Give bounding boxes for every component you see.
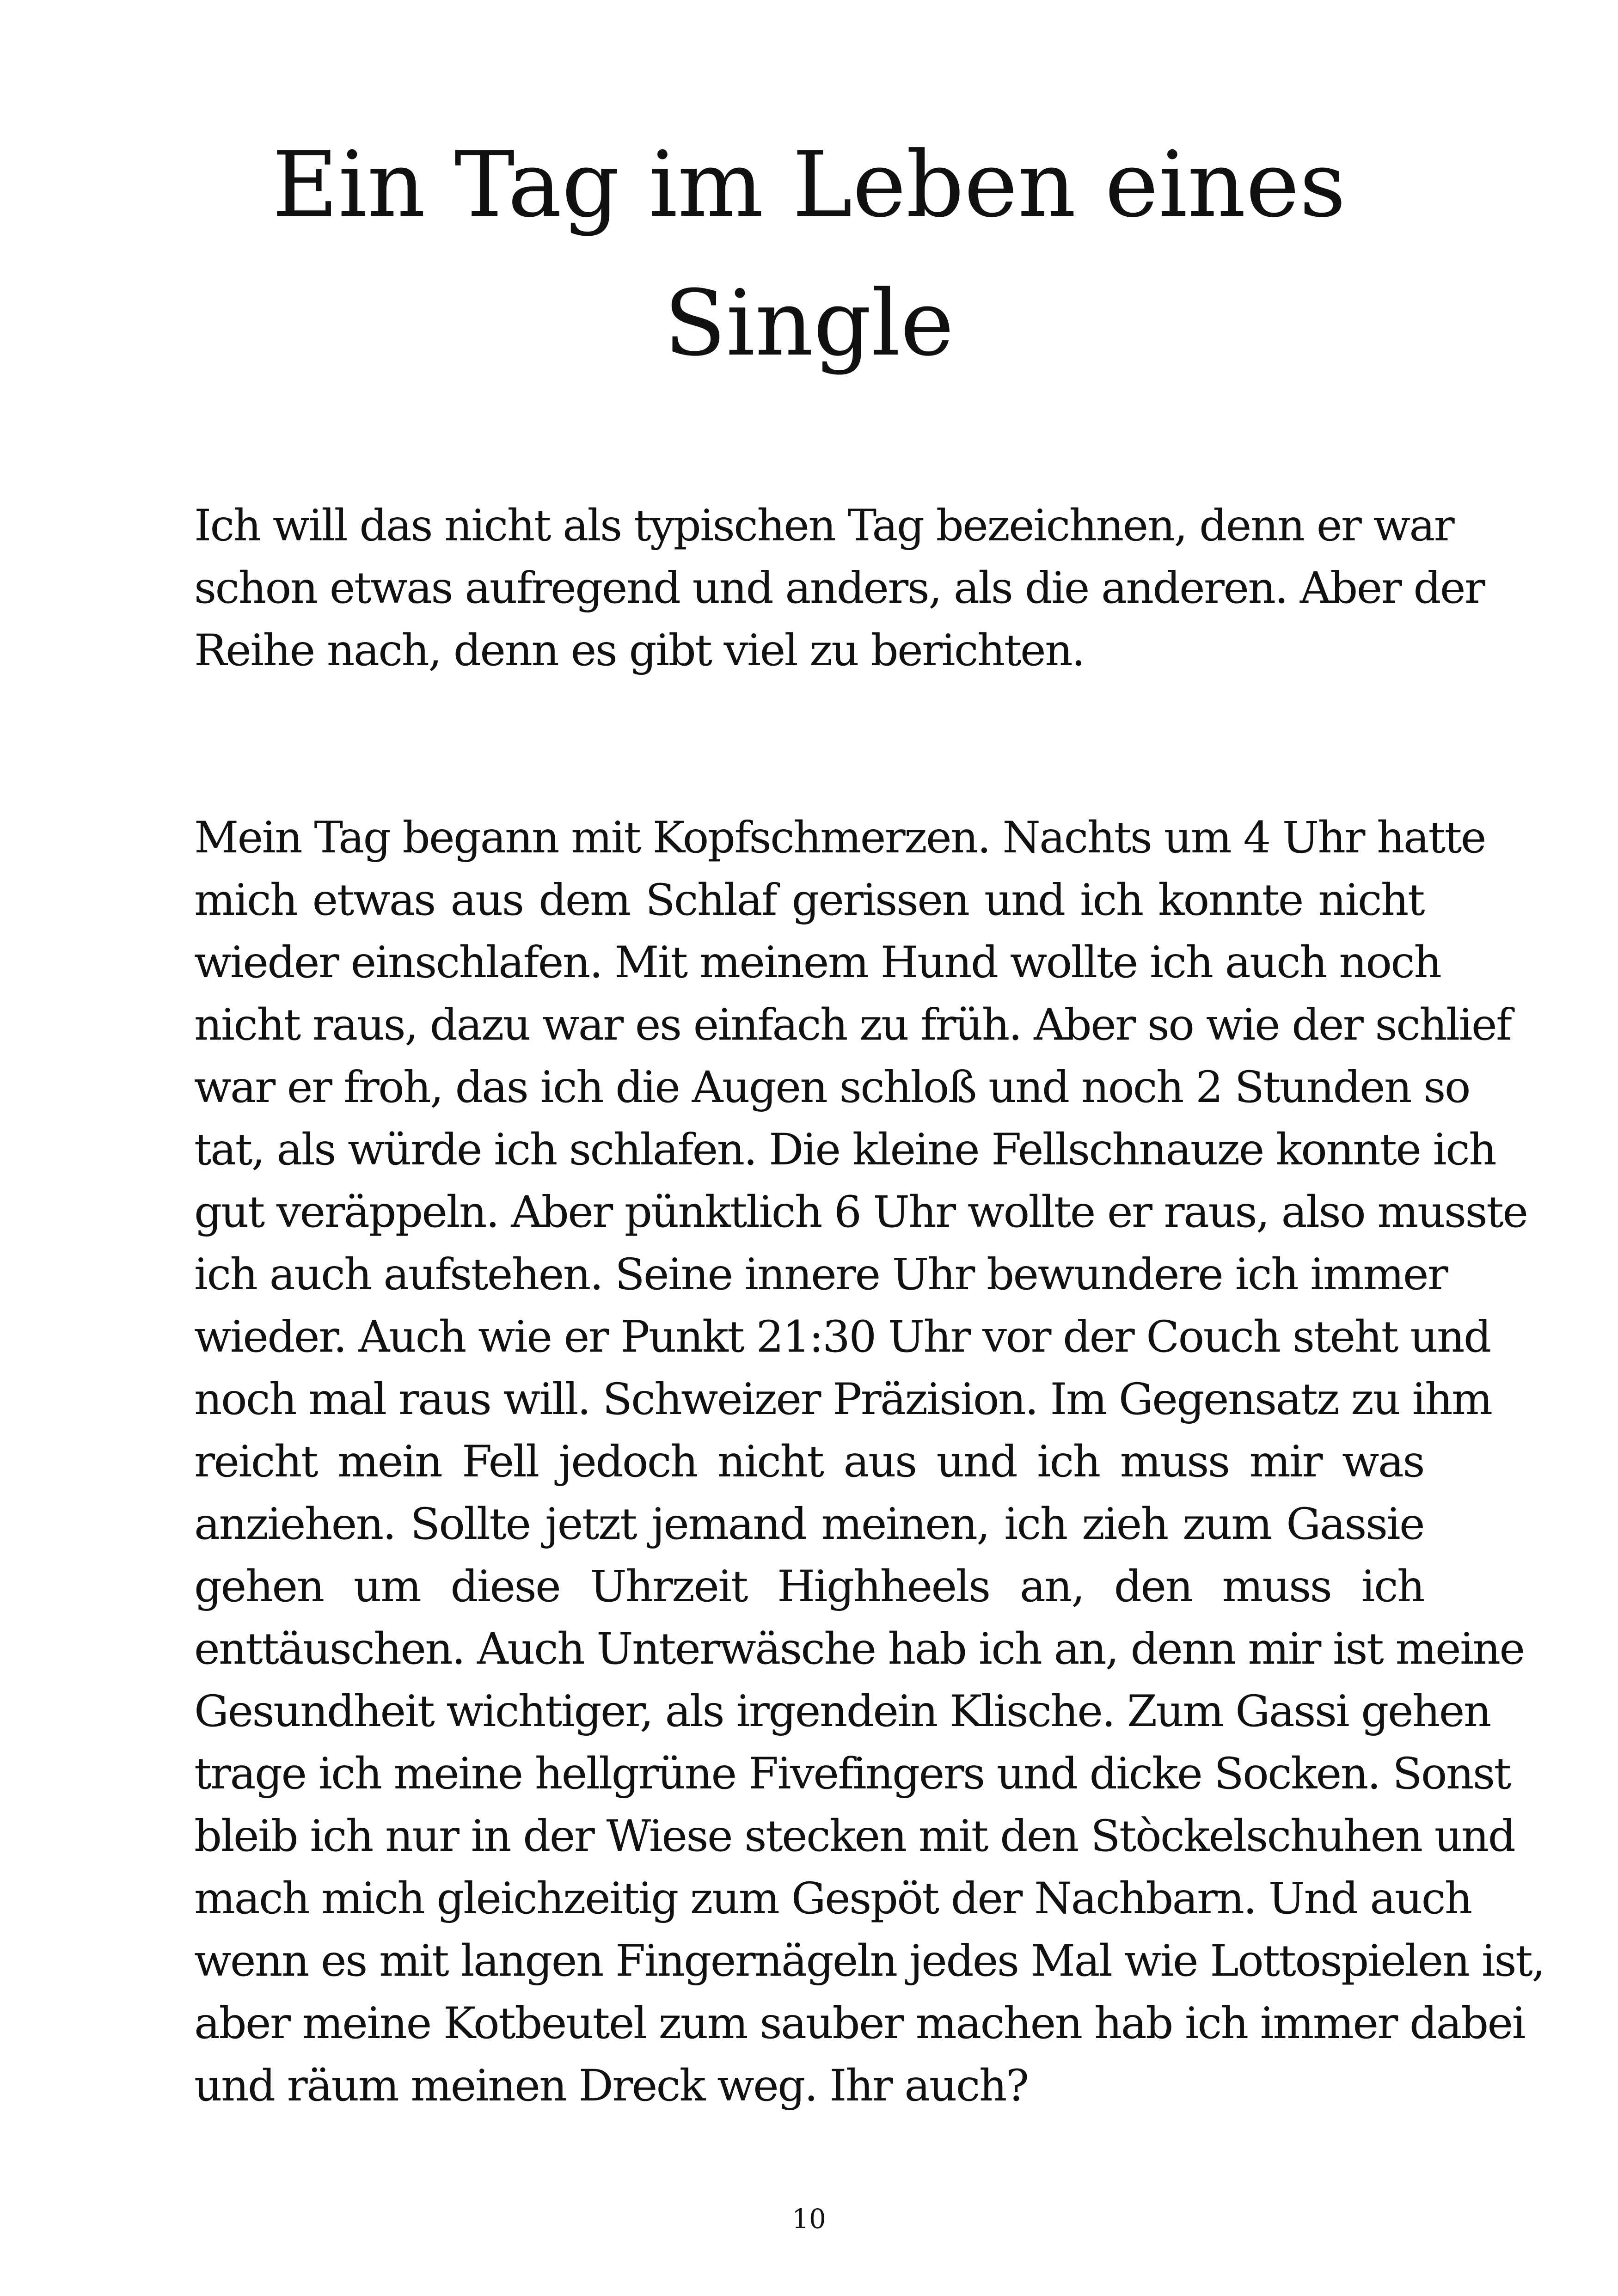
- text-line: wieder einschlafen. Mit meinem Hund wollte ich auch noch: [194, 937, 1441, 988]
- text-line: war er froh, das ich die Augen schloß und noch 2 Stunden so: [194, 1062, 1470, 1113]
- intro-paragraph: [194, 495, 1484, 682]
- text-line: und räum meinen Dreck weg. Ihr auch?: [194, 2061, 1028, 2111]
- text-line: gehen um diese Uhrzeit Highheels an, den muss ich: [194, 1561, 1424, 1612]
- text-line: trage ich meine hellgrüne Fivefingers und dicke Socken. Sonst: [194, 1749, 1510, 1799]
- text-line: noch mal raus will. Schweizer Präzision. Im Gegensatz zu ihm: [194, 1374, 1492, 1425]
- text-line: gut veräppeln. Aber pünktlich 6 Uhr wollte er raus, also musste: [194, 1187, 1527, 1237]
- text-line: anziehen. Sollte jetzt jemand meinen, ich zieh zum Gassie: [194, 1499, 1424, 1549]
- text-line: aber meine Kotbeutel zum sauber machen hab ich immer dabei: [194, 1998, 1525, 2049]
- page-number: 10: [792, 2203, 826, 2235]
- text-line: Mein Tag begann mit Kopfschmerzen. Nachts um 4 Uhr hatte: [194, 813, 1485, 863]
- page-title: [194, 116, 1424, 393]
- text-line: ich auch aufstehen. Seine innere Uhr bewundere ich immer: [194, 1249, 1447, 1300]
- text-line: mach mich gleichzeitig zum Gespöt der Nachbarn. Und auch: [194, 1874, 1471, 1924]
- text-line: Gesundheit wichtiger, als irgendein Klische. Zum Gassi gehen: [194, 1686, 1490, 1737]
- title-line: Ein Tag im Leben eines: [272, 132, 1346, 238]
- text-line: tat, als würde ich schlafen. Die kleine Fellschnauze konnte ich: [194, 1125, 1496, 1175]
- text-line: wieder. Auch wie er Punkt 21:30 Uhr vor der Couch steht und: [194, 1312, 1490, 1362]
- text-line: wenn es mit langen Fingernägeln jedes Mal wie Lottospielen ist,: [194, 1936, 1544, 1986]
- text-line: bleib ich nur in der Wiese stecken mit den Stòckelschuhen und: [194, 1811, 1515, 1861]
- text-line: reicht mein Fell jedoch nicht aus und ich muss mir was: [194, 1437, 1424, 1487]
- text-line: enttäuschen. Auch Unterwäsche hab ich an, denn mir ist meine: [194, 1624, 1524, 1674]
- text-line: mich etwas aus dem Schlaf gerissen und ich konnte nicht: [194, 875, 1424, 925]
- text-line: nicht raus, dazu war es einfach zu früh. Aber so wie der schlief: [194, 1000, 1511, 1050]
- text-line: Reihe nach, denn es gibt viel zu berichten.: [194, 625, 1085, 676]
- text-line: Ich will das nicht als typischen Tag bezeichnen, denn er war: [194, 501, 1454, 551]
- text-line: schon etwas aufregend und anders, als die anderen. Aber der: [194, 563, 1484, 613]
- title-line: Single: [664, 271, 954, 376]
- body-paragraph: [194, 807, 1544, 2117]
